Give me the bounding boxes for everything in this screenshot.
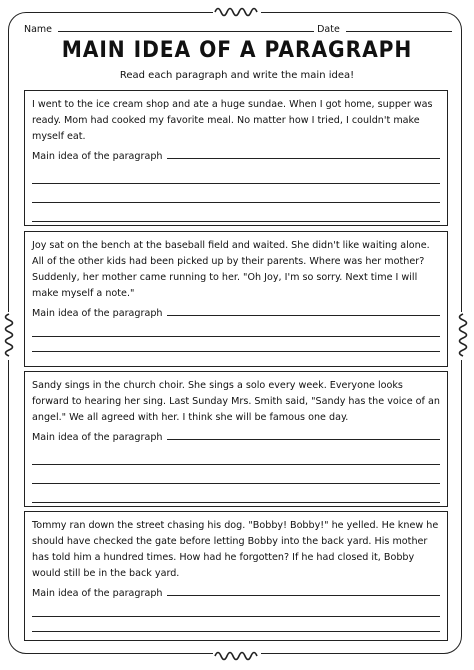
passage-text-1: I went to the ice cream shop and ate a huge sundae. When I got home, supper was ready. Mom had cooked my favorite meal. No matter how I tried, I couldn't make myself eat. [32,99,433,142]
answer-line[interactable] [32,464,440,465]
main-idea-label-3: Main idea of the paragraph [32,432,163,443]
passage-box-2 [24,231,448,367]
answer-line[interactable] [167,585,440,596]
answer-line[interactable] [32,631,440,632]
main-idea-label-4: Main idea of the paragraph [32,588,163,599]
answer-line[interactable] [32,502,440,503]
passage-box-1 [24,90,448,226]
main-idea-row-1 [32,148,440,165]
main-idea-row-3 [32,429,440,446]
name-field[interactable] [58,22,314,32]
bottom-squiggle-icon [213,648,261,664]
date-label: Date [317,24,340,35]
passage-text-2: Joy sat on the bench at the baseball field and waited. She didn't like waiting alone. All of the other kids had been picked up by their parents. Where was her mother? Suddenly, her mother came running to her. "Oh Joy, I'm so sorry. Next time I will make myself a note." [32,240,430,299]
top-squiggle-icon [213,4,261,20]
main-idea-row-4 [32,585,440,602]
answer-line[interactable] [32,221,440,222]
left-squiggle-icon [1,312,17,360]
name-label: Name [24,24,53,35]
main-idea-label-1: Main idea of the paragraph [32,151,163,162]
passage-text-3: Sandy sings in the church choir. She sings a solo every week. Everyone looks forward to hearing her sing. Last Sunday Mrs. Smith said, "Sandy has the voice of an angel." We all agreed with her. I think she will be famous one day. [32,380,440,423]
answer-line[interactable] [32,336,440,337]
answer-line[interactable] [167,148,440,159]
date-field[interactable] [346,22,452,32]
main-idea-label-2: Main idea of the paragraph [32,308,163,319]
passage-box-4 [24,511,448,641]
passage-text-4: Tommy ran down the street chasing his dog. "Bobby! Bobby!" he yelled. He knew he should have checked the gate before letting Bobby into the back yard. His mother has told him a hundred times. How had he forgotten? If he had closed it, Bobby would still be in the back yard. [32,520,439,579]
answer-line[interactable] [32,202,440,203]
answer-line[interactable] [167,429,440,440]
passage-box-3 [24,371,448,507]
answer-line[interactable] [32,183,440,184]
answer-line[interactable] [32,616,440,617]
main-idea-row-2 [32,305,440,322]
page-title: MAIN IDEA OF A PARAGRAPH [61,38,413,63]
name-date-row [24,22,452,36]
instructions: Read each paragraph and write the main idea! [119,70,355,81]
answer-line[interactable] [32,483,440,484]
right-squiggle-icon [455,312,471,360]
answer-line[interactable] [167,305,440,316]
answer-line[interactable] [32,351,440,352]
